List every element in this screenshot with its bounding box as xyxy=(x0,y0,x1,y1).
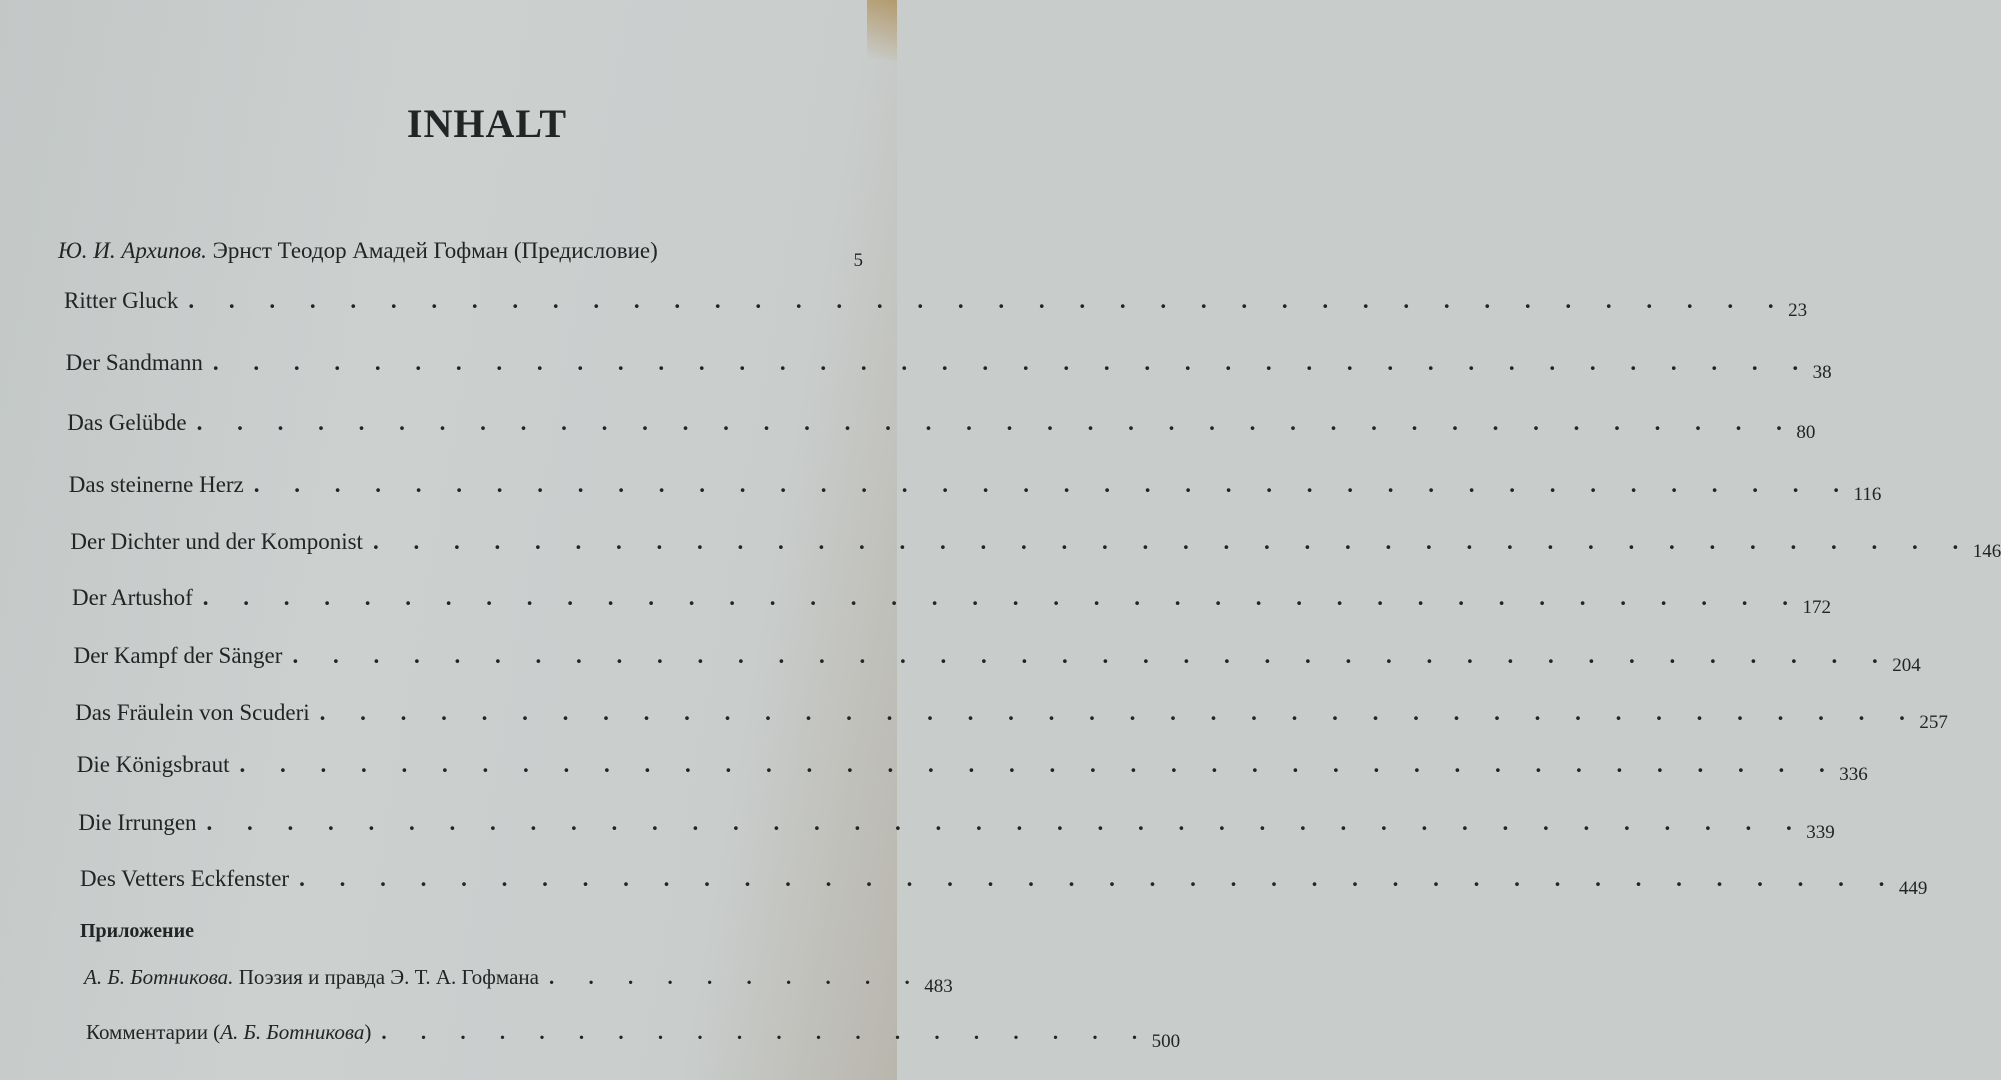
page-number: 38 xyxy=(1812,362,1832,383)
page-number: 336 xyxy=(1839,764,1868,785)
page-number: 80 xyxy=(1796,422,1816,443)
toc-entry xyxy=(68,472,1882,505)
page-number: 483 xyxy=(924,976,953,997)
toc-entry xyxy=(76,752,1868,785)
toc-entry xyxy=(70,529,2001,562)
page-number: 5 xyxy=(853,250,863,271)
entry-title: Der Kampf der Sänger xyxy=(73,643,283,668)
leader-dots: . . . . . . . . . . . . . . . . . . . . . . . . . . . . . . . . . . . . . . . . xyxy=(319,700,1920,725)
toc-entry xyxy=(75,700,1948,733)
entry-title: Ritter Gluck xyxy=(64,288,179,313)
entry-title: Das Gelübde xyxy=(67,410,187,435)
page-number: 172 xyxy=(1802,597,1831,618)
leader-dots: . . . . . . . . . . . . . . . . . . . . . . . . . . . . . . . . . . . . . . . . xyxy=(206,810,1807,835)
leader-dots: . . . . . . . . . . xyxy=(548,965,925,989)
toc-entry xyxy=(72,585,1831,618)
page-number: 116 xyxy=(1853,484,1882,505)
leader-dots: . . . . . . . . . . . . . . . . . . . . xyxy=(381,1020,1152,1044)
appendix-title: Поэзия и правда Э. Т. А. Гофмана xyxy=(233,965,539,989)
toc-preface xyxy=(58,238,863,271)
leader-dots: . . . . . . . . . . . . . . . . . . . . . . . . . . . . . . . . . . . . . . . . xyxy=(292,643,1893,668)
page-number: 204 xyxy=(1892,655,1921,676)
toc-entry xyxy=(65,350,1832,383)
entry-title: Der Artushof xyxy=(72,585,193,610)
page-number: 146 xyxy=(1972,541,2001,562)
entry-title: Die Irrungen xyxy=(78,810,197,835)
leader-dots: . . . . . . . . . . . . . . . . . . . . . . . . . . . . . . . . . . . . . . . . xyxy=(196,410,1797,435)
leader-dots: . . . . . . . . . . . . . . . . . . . . . . . . . . . . . . . . . . . . . . . . xyxy=(202,585,1803,610)
page-number: 339 xyxy=(1806,822,1835,843)
entry-title: Das Fräulein von Scuderi xyxy=(75,700,310,725)
appendix-title: Комментарии ( xyxy=(86,1020,221,1044)
appendix-heading: Приложение xyxy=(80,920,194,942)
leader-dots: . . . . . . . . . . . . . . . . . . . . . . . . . . . . . . . . . . . . . . . . xyxy=(299,866,1899,891)
entry-title: Des Vetters Eckfenster xyxy=(80,866,290,891)
page-number: 257 xyxy=(1919,712,1948,733)
leader-dots: . . . . . . . . . . . . . . . . . . . . . . . . . . . . . . . . . . . . . . . . xyxy=(372,529,1973,554)
appendix-author: А. Б. Ботникова. xyxy=(84,965,234,989)
preface-author: Ю. И. Архипов. xyxy=(58,238,207,263)
leader-dots: . . . . . . . . . . . . . . . . . . . . . . . . . . . . . . . . . . . . . . . . xyxy=(253,472,1854,497)
paren: ) xyxy=(364,1020,372,1044)
entry-title: Der Sandmann xyxy=(65,350,203,375)
toc-entry xyxy=(64,288,1808,321)
leader-dots: . . . . . . . . . . . . . . . . . . . . . . . . . . . . . . . . . . . . . . . . xyxy=(212,350,1813,375)
page-number: 500 xyxy=(1151,1031,1181,1052)
toc-entry xyxy=(67,410,1816,443)
entry-title: Der Dichter und der Komponist xyxy=(70,529,363,554)
leader-dots: . . . . . . . . . . . . . . . . . . . . . . . . . . . . . . . . . . . . . . . . xyxy=(188,288,1789,313)
toc-entry xyxy=(80,866,1928,899)
toc-entry xyxy=(73,643,1921,676)
page-number: 23 xyxy=(1788,300,1808,321)
page-edge xyxy=(867,0,897,60)
entry-title: Die Königsbraut xyxy=(76,752,230,777)
page-title: INHALT xyxy=(406,101,568,146)
page-number: 449 xyxy=(1898,878,1928,899)
preface-title: Эрнст Теодор Амадей Гофман (Предисловие) xyxy=(206,238,658,263)
appendix-author: А. Б. Ботникова xyxy=(220,1020,365,1044)
entry-title: Das steinerne Herz xyxy=(68,472,244,497)
toc-appendix-item xyxy=(84,965,953,997)
toc-appendix-item xyxy=(86,1020,1181,1052)
toc-entry xyxy=(78,810,1835,843)
leader-dots: . . . . . . . . . . . . . . . . . . . . . . . . . . . . . . . . . . . . . . . . xyxy=(239,752,1840,777)
